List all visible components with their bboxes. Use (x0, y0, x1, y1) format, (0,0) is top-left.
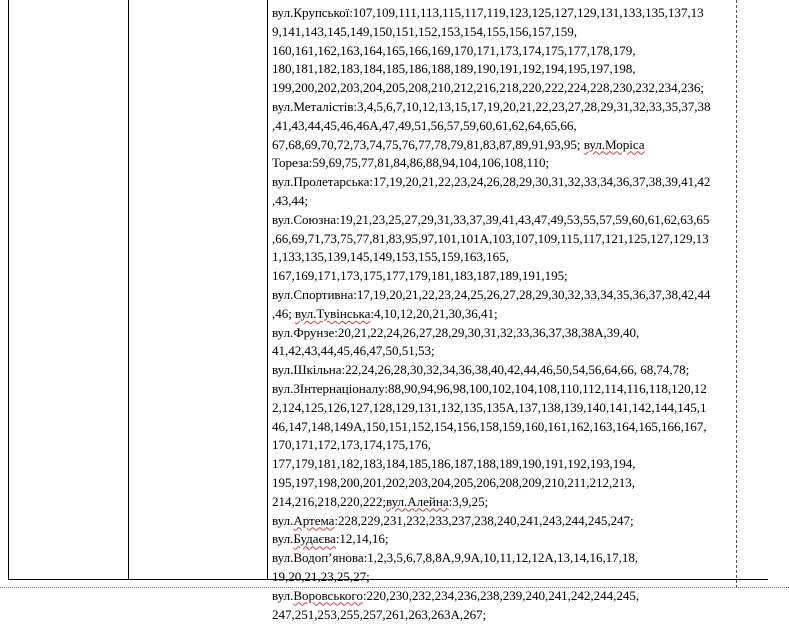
text-line (272, 305, 789, 324)
text-segment: вул. (272, 531, 293, 546)
text-segment: 9,141,143,145,149,150,151,152,153,154,155,156,157,159, (272, 24, 577, 39)
text-line (272, 324, 789, 343)
text-segment: ,41,43,44,45,46,46А,47,49,51,56,57,59,60,61,62,64,65,66, (272, 118, 577, 133)
text-segment: вул.Союзна:19,21,23,25,27,29,31,33,37,39,41,43,47,49,53,55,57,59,60,61,62,63,65 (272, 212, 709, 227)
text-segment: 247,251,253,255,257,261,263,263А,267; (272, 607, 486, 622)
text-line (272, 606, 789, 624)
text-segment: 195,197,198,200,201,202,203,204,205,206,208,209,210,211,212,213, (272, 475, 635, 490)
text-segment: вул.Спортивна:17,19,20,21,22,23,24,25,26,27,28,29,30,32,33,34,35,36,37,38,42,44 (272, 287, 710, 302)
text-segment: Тореза:59,69,75,77,81,84,86,88,94,104,106,108,110; (272, 155, 549, 170)
text-segment: 167,169,171,173,175,177,179,181,183,187,189,191,195; (272, 268, 568, 283)
streets-cell (272, 4, 789, 624)
text-line (272, 399, 789, 418)
text-segment: 2,124,125,126,127,128,129,131,132,135,135А,137,138,139,140,141,142,144,145,1 (272, 400, 706, 415)
text-segment: ,46; (272, 306, 295, 321)
text-line (272, 117, 789, 136)
text-segment: вул.Шкільна:22,24,26,28,30,32,34,36,38,40,42,44,46,50,54,56,64,66, 68,74,78; (272, 362, 689, 377)
spellcheck-flagged-word: вул.Моріса (584, 137, 645, 152)
text-segment: вул.Крупської:107,109,111,113,115,117,119,123,125,127,129,131,133,135,137,13 (272, 5, 704, 20)
text-segment: вул.Фрунзе:20,21,22,24,26,27,28,29,30,31,32,33,36,37,38,38А,39,40, (272, 325, 639, 340)
text-line (272, 98, 789, 117)
text-segment: :12,14,16; (336, 531, 389, 546)
text-segment: вул. (272, 588, 293, 603)
text-segment: 67,68,69,70,72,73,74,75,76,77,78,79,81,83,87,89,91,93,95; (272, 137, 584, 152)
text-line (272, 192, 789, 211)
text-line (272, 342, 789, 361)
text-line (272, 248, 789, 267)
text-line (272, 211, 789, 230)
table-column-divider (267, 0, 268, 580)
text-line (272, 173, 789, 192)
text-line (272, 286, 789, 305)
text-line (272, 4, 789, 23)
text-line (272, 60, 789, 79)
text-segment: 177,179,181,182,183,184,185,186,187,188,189,190,191,192,193,194, (272, 456, 635, 471)
text-line (272, 587, 789, 606)
text-segment: :220,230,232,234,236,238,239,240,241,242,244,245, (363, 588, 639, 603)
text-segment: вул.3Інтернаціоналу:88,90,94,96,98,100,102,104,108,110,112,114,116,118,120,12 (272, 381, 707, 396)
text-line (272, 136, 789, 155)
text-segment: 214,216,218,220,222; (272, 494, 386, 509)
text-segment: вул.Пролетарська:17,19,20,21,22,23,24,26,28,29,30,31,32,33,34,36,37,38,39,41,42 (272, 174, 710, 189)
text-segment: ,66,69,71,73,75,77,81,83,95,97,101,101А,103,107,109,115,117,121,125,127,129,13 (272, 231, 709, 246)
text-line (272, 455, 789, 474)
text-line (272, 154, 789, 173)
text-line (272, 380, 789, 399)
text-line (272, 230, 789, 249)
spellcheck-flagged-word: Воровського (293, 588, 363, 603)
text-segment: 1,133,135,139,145,149,153,155,159,163,165, (272, 249, 509, 264)
text-line (272, 474, 789, 493)
text-line (272, 530, 789, 549)
text-line (272, 549, 789, 568)
text-segment: :228,229,231,232,233,237,238,240,241,243,244,245,247; (334, 513, 633, 528)
text-line (272, 267, 789, 286)
text-line (272, 568, 789, 587)
text-line (272, 79, 789, 98)
text-segment: ,43,44; (272, 193, 308, 208)
text-segment: вул.Водоп’янова:1,2,3,5,6,7,8,8А,9,9А,10,11,12,12А,13,14,16,17,18, (272, 550, 638, 565)
text-segment: 180,181,182,183,184,185,186,188,189,190,191,192,194,195,197,198, (272, 61, 635, 76)
text-segment: :3,9,25; (449, 494, 489, 509)
text-segment: 170,171,172,173,174,175,176, (272, 437, 431, 452)
text-segment: :4,10,12,20,21,30,36,41; (370, 306, 497, 321)
table-border-left (8, 0, 9, 580)
text-line (272, 23, 789, 42)
text-line (272, 436, 789, 455)
text-line (272, 42, 789, 61)
spellcheck-flagged-word: вул.Алейна (386, 494, 449, 509)
spellcheck-flagged-word: Будаєва (293, 531, 335, 546)
text-segment: 160,161,162,163,164,165,166,169,170,171,173,174,175,177,178,179, (272, 43, 635, 58)
text-segment: 199,200,202,203,204,205,208,210,212,216,218,220,222,224,228,230,232,234,236; (272, 80, 704, 95)
text-segment: вул. (272, 513, 293, 528)
text-line (272, 418, 789, 437)
text-segment: 46,147,148,149А,150,151,152,154,156,158,159,160,161,162,163,164,165,166,167, (272, 419, 706, 434)
text-segment: 41,42,43,44,45,46,47,50,51,53; (272, 343, 435, 358)
text-segment: вул.Металістів:3,4,5,6,7,10,12,13,15,17,19,20,21,22,23,27,28,29,31,32,33,35,37,38 (272, 99, 711, 114)
text-line (272, 361, 789, 380)
text-segment: 19,20,21,23,25,27; (272, 569, 370, 584)
spellcheck-flagged-word: вул.Тувінська (295, 306, 370, 321)
text-line (272, 512, 789, 531)
table-column-divider (128, 0, 129, 580)
text-line (272, 493, 789, 512)
spellcheck-flagged-word: Артема (293, 513, 334, 528)
